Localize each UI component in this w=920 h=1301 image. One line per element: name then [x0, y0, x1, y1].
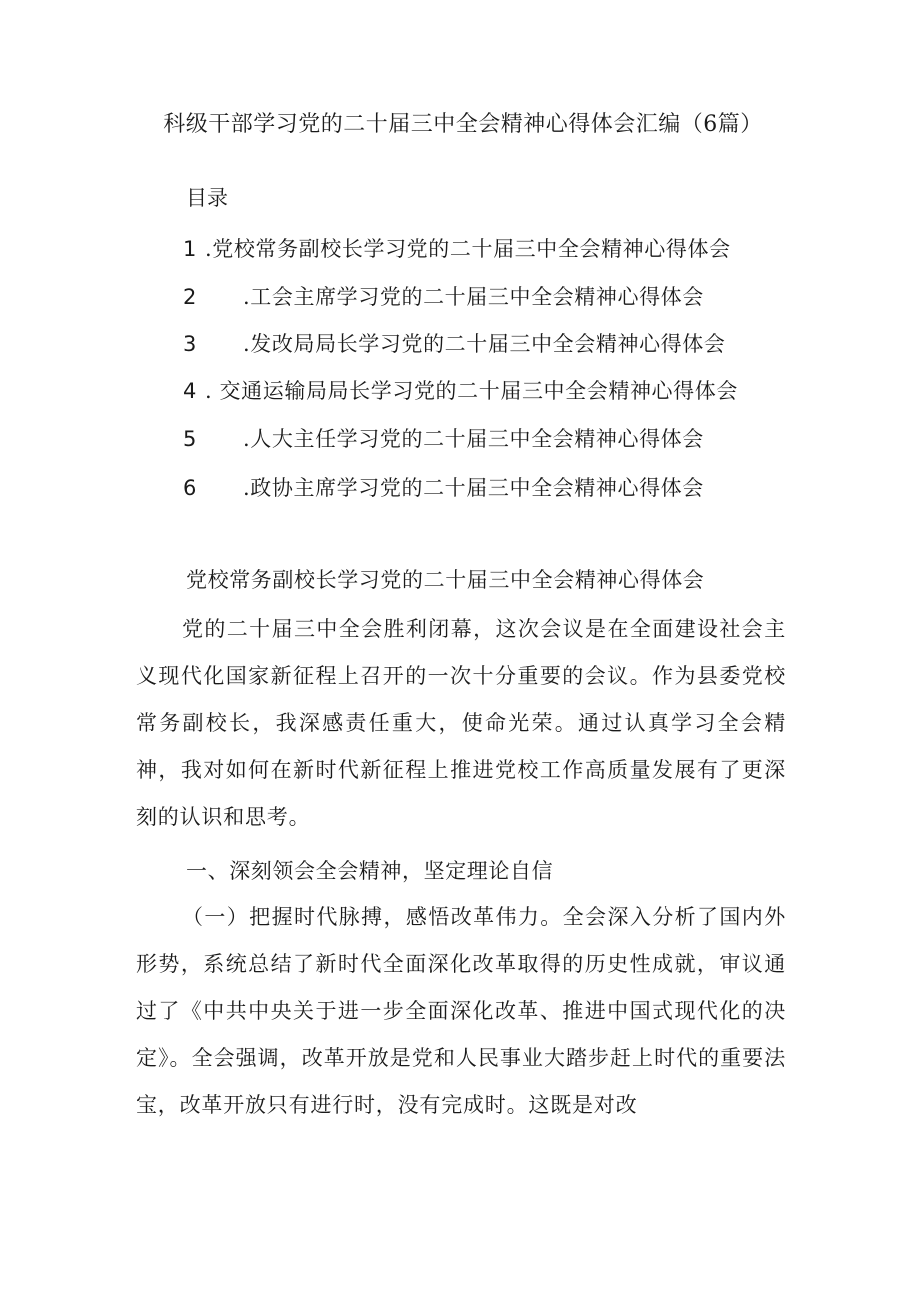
toc-item-3 [183, 329, 725, 359]
toc-item-5 [183, 424, 704, 454]
section-title: 党校常务副校长学习党的二十届三中全会精神心得体会 [186, 568, 705, 592]
toc-item-6 [183, 473, 704, 503]
toc-heading: 目录 [186, 186, 228, 210]
toc-item-number: 5 [183, 427, 197, 451]
toc-item-text: .人大主任学习党的二十届三中全会精神心得体会 [243, 427, 704, 451]
toc-item-4 [183, 376, 738, 406]
toc-item-number: 3 [183, 332, 197, 356]
document-title: 科级干部学习党的二十届三中全会精神心得体会汇编（6篇） [163, 112, 763, 137]
toc-item-2 [183, 282, 704, 312]
toc-item-number: 6 [183, 476, 197, 500]
toc-item-text: .政协主席学习党的二十届三中全会精神心得体会 [243, 476, 704, 500]
toc-item-text: .工会主席学习党的二十届三中全会精神心得体会 [243, 285, 704, 309]
toc-item-number: 2 [183, 285, 197, 309]
intro-paragraph: 党的二十届三中全会胜利闭幕，这次会议是在全面建设社会主义现代化国家新征程上召开的一次十分重要的会议。作为县委党校常务副校长，我深感责任重大，使命光荣。通过认真学习全会精神，我对如何在新时代新征程上推进党校工作高质量发展有了更深刻的认识和思考。 [136, 617, 786, 829]
toc-item-1 [183, 234, 731, 264]
toc-item-text: .党校常务副校长学习党的二十届三中全会精神心得体会 [205, 237, 731, 261]
heading-level-1: 一、深刻领会全会精神，坚定理论自信 [186, 859, 554, 883]
toc-item-number: 4 [183, 379, 197, 403]
toc-item-text: . 交通运输局局长学习党的二十届三中全会精神心得体会 [205, 379, 738, 403]
toc-item-number: 1 [183, 237, 197, 261]
body-paragraph: （一）把握时代脉搏，感悟改革伟力。全会深入分析了国内外形势，系统总结了新时代全面深化改革取得的历史性成就，审议通过了《中共中央关于进一步全面深化改革、推进中国式现代化的决定》。全会强调，改革开放是党和人民事业大踏步赶上时代的重要法宝，改革开放只有进行时，没有完成时。这既是对改 [136, 905, 786, 1117]
toc-item-text: .发改局局长学习党的二十届三中全会精神心得体会 [243, 332, 726, 356]
